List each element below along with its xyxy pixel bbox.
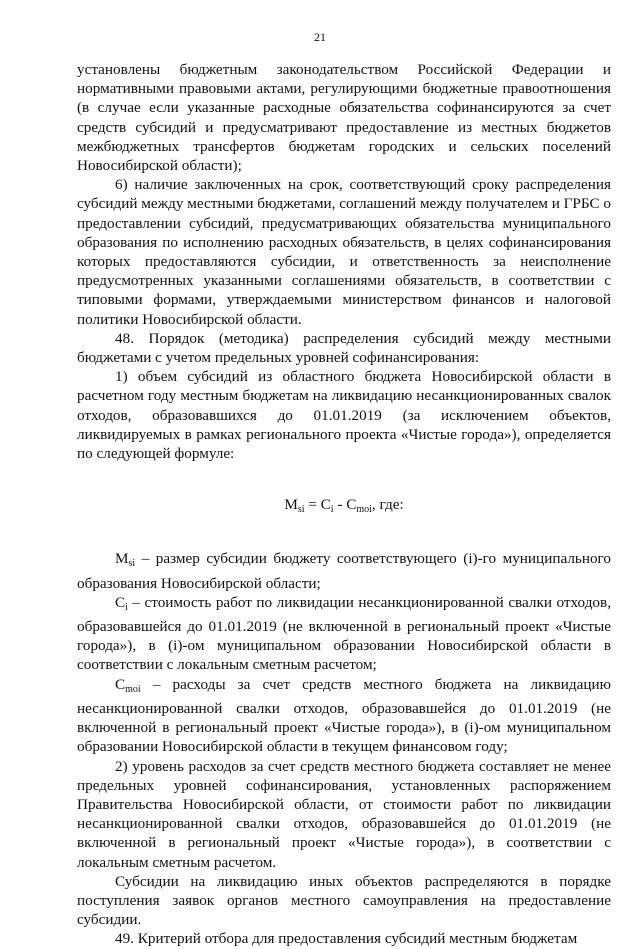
symbol-cm-sub: moi — [125, 683, 141, 695]
definition-text: – стоимость работ по ликвидации несанкционированной свалки отходов, образовавшейся до 01.01.2019 (не включенной в региональный проект «Чистые города»), в (i)-ом муниципальном образовании Новосибирской области в соответствии с локальным сметным расчетом; — [77, 593, 611, 674]
paragraph: установлены бюджетным законодательством Российской Федерации и нормативными правовыми актами, регулирующими бюджетные правоотношения (в случае если указанные расходные обязательства софинансируются за счет средств субсидий и предусматривают предоставление из местных бюджетов межбюджетных трансфертов бюджетам городских и сельских поселений Новосибирской области); — [77, 61, 611, 175]
paragraph — [77, 675, 611, 757]
symbol-m-sub: si — [128, 558, 136, 570]
formula-minus: - C — [333, 496, 357, 514]
formula-tail: , где: — [371, 496, 404, 514]
definition-text: – размер субсидии бюджету соответствующего (i)-го муниципального образования Новосибирской области; — [77, 550, 611, 592]
symbol-m: M — [115, 550, 129, 568]
document-body — [77, 60, 611, 949]
formula-m: M — [284, 496, 298, 514]
formula-cm-sub: moi — [356, 504, 372, 516]
formula-c-sub: i — [330, 504, 334, 516]
symbol-cm: C — [115, 675, 126, 693]
paragraph: 49. Критерий отбора для предоставления субсидий местным бюджетам — [115, 930, 578, 948]
paragraph: 6) наличие заключенных на срок, соответствующий сроку распределения субсидий между местными бюджетами, соглашений между получателем и ГРБС о предоставлении субсидий, предусматривающих обязательства муниципального образования по исполнению расходных обязательств, в целях софинансирования которых предоставляются субсидии, и ответственность за неисполнение предусмотренных указанными соглашениями обязательств, в соответствии с типовыми формами, утверждаемыми министерством финансов и налоговой политики Новосибирской области. — [77, 176, 611, 328]
formula-m-sub: si — [297, 504, 305, 516]
formula-eq: = C — [304, 496, 331, 514]
formula — [77, 495, 611, 519]
definition-text: – расходы за счет средств местного бюджета на ликвидацию несанкционированной свалки отходов, образовавшейся до 01.01.2019 (не включенной в региональный проект «Чистые города»), в (i)-ом муниципальном образовании Новосибирской области в текущем финансовом году; — [77, 675, 611, 756]
paragraph — [77, 593, 611, 675]
paragraph: Субсидии на ликвидацию иных объектов распределяются в порядке поступления заявок органов местного самоуправления на предоставление субсидии. — [77, 872, 611, 929]
paragraph: 1) объем субсидий из областного бюджета Новосибирской области в расчетном году местным бюджетам на ликвидацию несанкционированных свалок отходов, образовавшихся до 01.01.2019 (за исключением объектов, ликвидируемых в рамках регионального проекта «Чистые города»), определяется по следующей формуле: — [77, 368, 611, 463]
symbol-c: C — [115, 593, 126, 611]
paragraph: 2) уровень расходов за счет средств местного бюджета составляет не менее предельных уровней софинансирования, установленных распоряжением Правительства Новосибирской области, от стоимости работ по ликвидации несанкционированной свалки отходов, образовавшейся до 01.01.2019 (не включенной в региональный проект «Чистые города»), в соответствии с локальным сметным расчетом. — [77, 757, 611, 871]
paragraph — [77, 549, 611, 592]
paragraph: 48. Порядок (методика) распределения субсидий между местными бюджетами с учетом предельных уровней софинансирования: — [77, 329, 611, 367]
symbol-c-sub: i — [125, 601, 128, 613]
page-number: 21 — [314, 30, 326, 44]
